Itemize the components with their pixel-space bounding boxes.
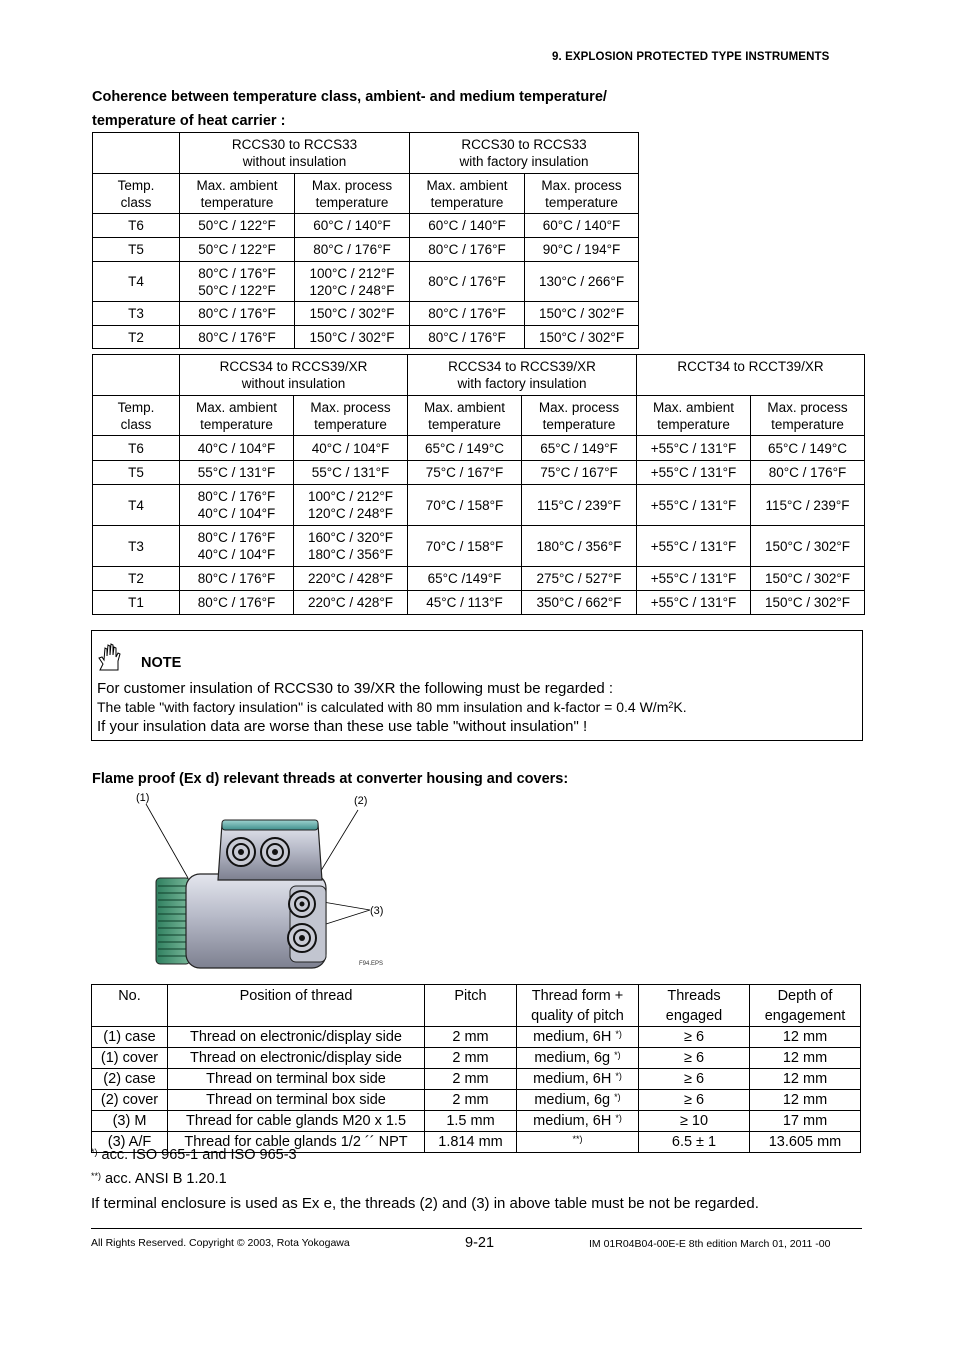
table-row: (3) M Thread for cable glands M20 x 1.5 1.5 mm medium, 6H *) ≥ 10 17 mm xyxy=(92,1111,861,1132)
figure-label-2: (2) xyxy=(354,795,368,807)
leader-line-3a xyxy=(323,902,370,910)
table-row: T5 50°C / 122°F 80°C / 176°F 80°C / 176°F 90°C / 194°F xyxy=(93,238,639,262)
group-header: RCCS30 to RCCS33 with factory insulation xyxy=(410,133,639,174)
cable-gland-side-lower xyxy=(288,924,316,952)
col-header-max-ambient: Max. ambient temperature xyxy=(410,174,525,214)
group-header: RCCT34 to RCCT39/XR xyxy=(637,355,865,396)
flame-proof-title: Flame proof (Ex d) relevant threads at converter housing and covers: xyxy=(92,771,569,787)
note-line-3: If your insulation data are worse than these use table "without insulation" ! xyxy=(97,718,588,735)
note-line-1: For customer insulation of RCCS30 to 39/XR the following must be regarded : xyxy=(97,680,614,697)
col-header-max-process: Max. process temperature xyxy=(294,396,408,436)
note-line-2: The table "with factory insulation" is calculated with 80 mm insulation and k-factor = 0.4 $W/m^2K$. xyxy=(97,699,687,715)
col-header-max-process: Max. process temperature xyxy=(295,174,410,214)
col-header-max-ambient: Max. ambient temperature xyxy=(180,174,295,214)
terminal-enclosure-remark: If terminal enclosure is used as Ex e, the threads (2) and (3) in above table must be not be regarded. xyxy=(91,1195,759,1212)
table-row: T6 40°C / 104°F 40°C / 104°F 65°C / 149°C 65°C / 149°F +55°C / 131°F 65°C / 149°C xyxy=(93,436,865,461)
coherence-title-line1: Coherence between temperature class, ambient- and medium temperature/ xyxy=(92,89,607,105)
group-header: RCCS30 to RCCS33 without insulation xyxy=(180,133,410,174)
table-row: T6 50°C / 122°F 60°C / 140°F 60°C / 140°F 60°C / 140°F xyxy=(93,214,639,238)
temperature-table-rccs34-39 xyxy=(92,354,865,615)
running-header: 9. EXPLOSION PROTECTED TYPE INSTRUMENTS xyxy=(552,51,830,63)
figure-label-1: (1) xyxy=(136,792,150,804)
table-row: (1) cover Thread on electronic/display side 2 mm medium, 6g *) ≥ 6 12 mm xyxy=(92,1048,861,1069)
col-header-max-process: Max. process temperature xyxy=(751,396,865,436)
cable-gland-top-left xyxy=(227,838,255,866)
footer-doc-id: IM 01R04B04-00E-E 8th edition March 01, 2011 -00 xyxy=(589,1238,831,1250)
footnote-ansi: **) acc. ANSI B 1.20.1 xyxy=(91,1171,227,1187)
col-header-temp-class: Temp. class xyxy=(93,174,180,214)
leader-line-1 xyxy=(146,804,188,878)
col-header-max-ambient: Max. ambient temperature xyxy=(637,396,751,436)
table-row: T1 80°C / 176°F 220°C / 428°F 45°C / 113°F 350°C / 662°F +55°C / 131°F 150°C / 302°F xyxy=(93,591,865,615)
group-header: RCCS34 to RCCS39/XR without insulation xyxy=(180,355,408,396)
cable-gland-top-right xyxy=(261,838,289,866)
temperature-table-rccs30-33 xyxy=(92,132,639,349)
table-row: (1) case Thread on electronic/display side 2 mm medium, 6H *) ≥ 6 12 mm xyxy=(92,1027,861,1048)
figure-code: F94.EPS xyxy=(359,961,384,967)
coherence-title-line2: temperature of heat carrier : xyxy=(92,113,286,129)
col-header-max-ambient: Max. ambient temperature xyxy=(408,396,522,436)
table-row: T3 80°C / 176°F 150°C / 302°F 80°C / 176°F 150°C / 302°F xyxy=(93,302,639,326)
converter-housing-figure xyxy=(140,800,380,972)
table-row: T2 80°C / 176°F 220°C / 428°F 65°C /149°F 275°C / 527°F +55°C / 131°F 150°C / 302°F xyxy=(93,567,865,591)
col-header-max-ambient: Max. ambient temperature xyxy=(180,396,294,436)
leader-line-3b xyxy=(326,910,370,924)
table-row: T5 55°C / 131°F 55°C / 131°F 75°C / 167°F 75°C / 167°F +55°C / 131°F 80°C / 176°F xyxy=(93,461,865,485)
footer-copyright: All Rights Reserved. Copyright © 2003, Rota Yokogawa xyxy=(91,1237,350,1249)
table-row: (2) case Thread on terminal box side 2 mm medium, 6H *) ≥ 6 12 mm xyxy=(92,1069,861,1090)
table-row: T4 80°C / 176°F 50°C / 122°F 100°C / 212°F 120°C / 248°F 80°C / 176°F 130°C / 266°F xyxy=(93,262,639,302)
note-title: NOTE xyxy=(141,655,182,671)
page-number: 9-21 xyxy=(465,1235,495,1251)
threads-table xyxy=(91,984,861,1153)
col-header-max-process: Max. process temperature xyxy=(522,396,637,436)
group-header: RCCS34 to RCCS39/XR with factory insulation xyxy=(408,355,637,396)
corner-cell xyxy=(93,133,180,174)
table-row: T4 80°C / 176°F 40°C / 104°F 100°C / 212°F 120°C / 248°F 70°C / 158°F 115°C / 239°F +55°C / 131°F 115°C / 239°F xyxy=(93,485,865,526)
hand-stop-icon xyxy=(96,643,122,671)
figure-label-3: (3) xyxy=(370,905,384,917)
table-row: (3) A/F Thread for cable glands 1/2 ´´ NPT 1.814 mm **) 6.5 ± 1 13.605 mm xyxy=(92,1132,861,1153)
footer-rule xyxy=(91,1228,862,1229)
corner-cell xyxy=(93,355,180,396)
col-header-temp-class: Temp. class xyxy=(93,396,180,436)
col-header-max-process: Max. process temperature xyxy=(525,174,639,214)
threads-header-row: No. Position of thread Pitch Thread form + quality of pitch Threads engaged Depth of engagement xyxy=(92,985,861,1027)
table-row: T3 80°C / 176°F 40°C / 104°F 160°C / 320°F 180°C / 356°F 70°C / 158°F 180°C / 356°F +55°C / 131°F 150°C / 302°F xyxy=(93,526,865,567)
footnote-iso: *) acc. ISO 965-1 and ISO 965-3 xyxy=(91,1147,297,1163)
cable-gland-side-upper xyxy=(289,891,315,917)
table-row: (2) cover Thread on terminal box side 2 mm medium, 6g *) ≥ 6 12 mm xyxy=(92,1090,861,1111)
top-cover xyxy=(222,820,318,830)
table-row: T2 80°C / 176°F 150°C / 302°F 80°C / 176°F 150°C / 302°F xyxy=(93,326,639,349)
